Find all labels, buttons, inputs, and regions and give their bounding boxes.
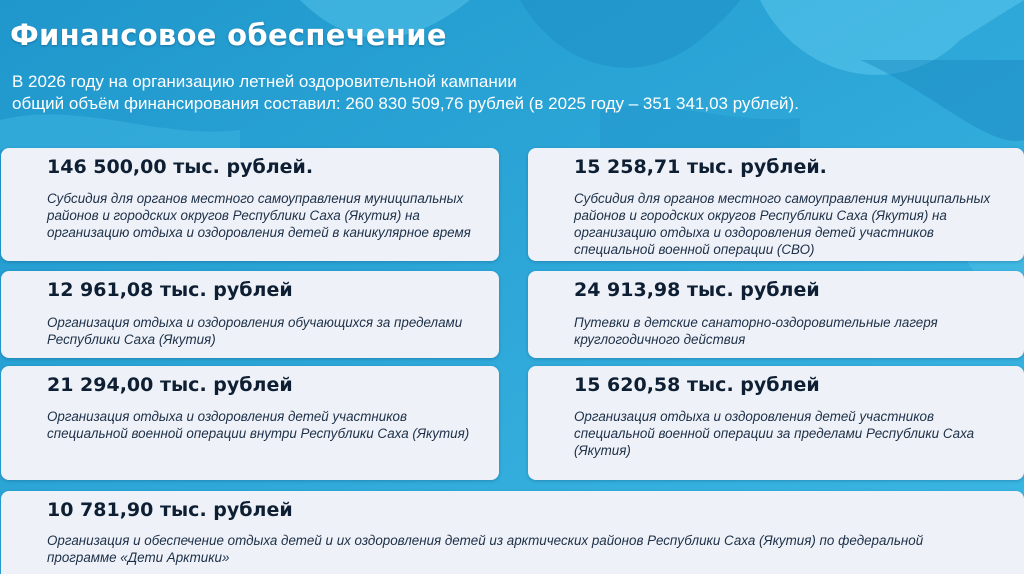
funding-summary [12, 71, 1002, 115]
card-description: Организация отдыха и оздоровления обучающихся за пределами Республики Саха (Якутия) [47, 315, 463, 347]
card-description: Организация и обеспечение отдыха детей и их оздоровления детей из арктических районов Республики Саха (Якутия) по федеральной программе «Дети Арктики» [47, 533, 924, 565]
card-amount: 21 294,00 тыс. рублей [47, 374, 293, 396]
funding-card-municipal-subsidy [1, 148, 499, 261]
card-amount: 10 781,90 тыс. рублей [47, 499, 293, 521]
card-description: Организация отдыха и оздоровления детей участников специальной военной операции за пределами Республики Саха (Якутия) [574, 409, 975, 458]
card-amount: 15 620,58 тыс. рублей [574, 374, 820, 396]
card-amount: 15 258,71 тыс. рублей. [574, 156, 827, 178]
card-description: Организация отдыха и оздоровления детей участников специальной военной операции внутри Республики Саха (Якутия) [47, 409, 470, 441]
card-description: Субсидия для органов местного самоуправления муниципальных районов и городских округов Республики Саха (Якутия) на организацию отдыха и оздоровления детей в каникулярное время [47, 191, 471, 240]
summary-line-2: общий объём финансирования составил: 260 830 509,76 рублей (в 2025 году – 351 341,03 рублей). [12, 94, 799, 113]
summary-line-1: В 2026 году на организацию летней оздоровительной кампании [12, 72, 517, 91]
funding-card-svo-subsidy [528, 148, 1024, 261]
card-description: Субсидия для органов местного самоуправления муниципальных районов и городских округов Республики Саха (Якутия) на организацию отдыха и оздоровления детей участников специальной военной операции (СВО) [574, 191, 991, 257]
funding-card-svo-inside-region [1, 366, 499, 480]
funding-card-outside-region [1, 271, 499, 358]
page-title: Финансовое обеспечение [10, 18, 447, 52]
funding-card-svo-outside-region [528, 366, 1024, 480]
funding-card-sanatorium-vouchers [528, 271, 1024, 358]
card-amount: 24 913,98 тыс. рублей [574, 279, 820, 301]
card-amount: 12 961,08 тыс. рублей [47, 279, 293, 301]
card-amount: 146 500,00 тыс. рублей. [47, 156, 314, 178]
funding-card-arctic-children [1, 491, 1024, 574]
card-description: Путевки в детские санаторно-оздоровительные лагеря круглогодичного действия [574, 315, 938, 347]
